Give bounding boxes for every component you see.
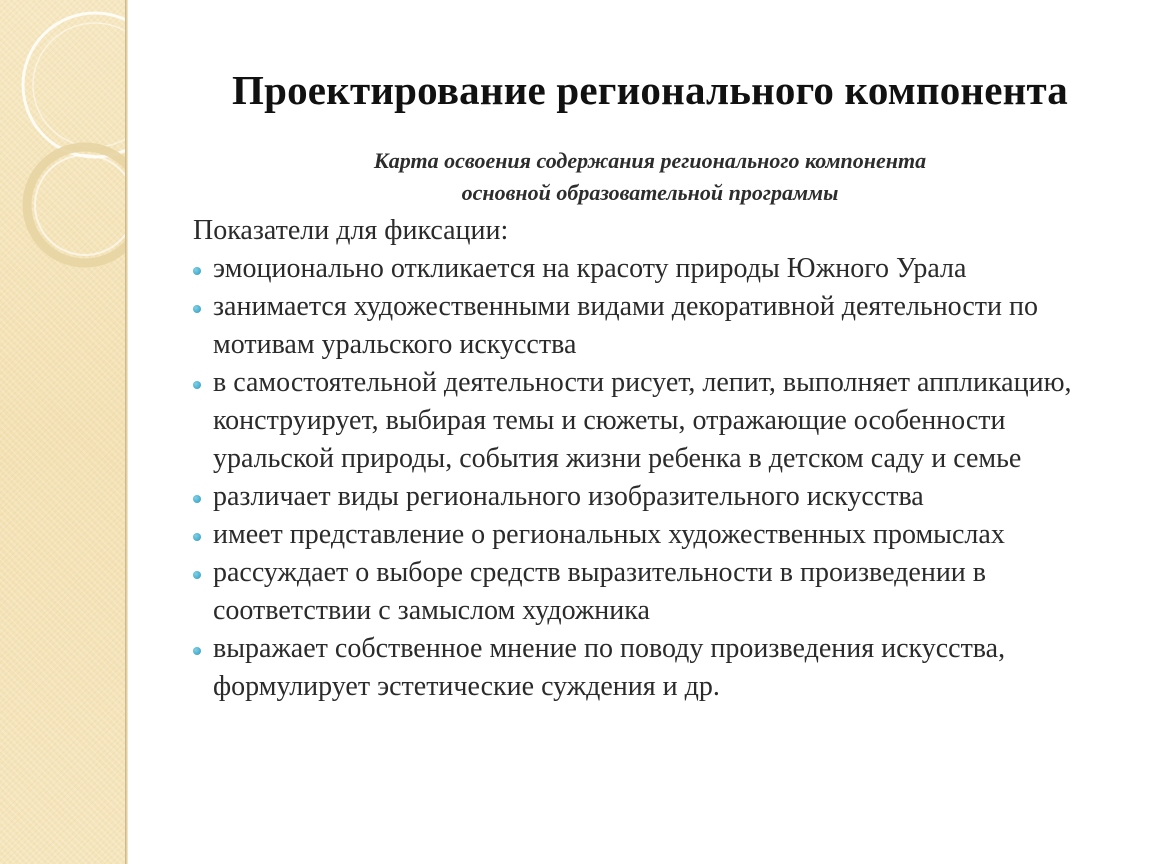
- bullet-dot-icon: [193, 571, 201, 579]
- list-item: [193, 364, 1123, 478]
- list-item-text: занимается художественными видами декоративной деятельности по мотивам уральского искусства: [213, 291, 1039, 360]
- bullet-dot-icon: [193, 533, 201, 541]
- list-item-text: выражает собственное мнение по поводу произведения искусства, формулирует эстетические суждения и др.: [213, 633, 1006, 702]
- list-item: [193, 554, 1123, 630]
- indicator-list: [193, 250, 1123, 706]
- slide-title: Проектирование регионального компонента: [231, 67, 1068, 113]
- list-item: [193, 516, 1123, 554]
- list-item: [193, 478, 1123, 516]
- list-item: [193, 250, 1123, 288]
- bullet-dot-icon: [193, 495, 201, 503]
- list-item-text: эмоционально откликается на красоту природы Южного Урала: [213, 253, 967, 284]
- list-item-text: рассуждает о выборе средств выразительности в произведении в соответствии с замыслом художника: [213, 557, 987, 626]
- decorative-circles-icon: [0, 0, 128, 864]
- bullet-dot-icon: [193, 267, 201, 275]
- list-item-text: в самостоятельной деятельности рисует, лепит, выполняет аппликацию, конструирует, выбирая темы и сюжеты, отражающие особенности уральской природы, события жизни ребенка в детском саду и семье: [213, 367, 1072, 474]
- list-item: [193, 288, 1123, 364]
- bullet-dot-icon: [193, 305, 201, 313]
- bullet-dot-icon: [193, 381, 201, 389]
- lead-text: Показатели для фиксации:: [193, 215, 509, 246]
- decorative-side-panel: [0, 0, 128, 864]
- bullet-dot-icon: [193, 647, 201, 655]
- slide-subtitle: [150, 145, 1150, 209]
- subtitle-line-2: основной образовательной программы: [461, 180, 839, 205]
- list-item: [193, 630, 1123, 706]
- side-panel-edge: [125, 0, 128, 864]
- list-item-text: имеет представление о региональных художественных промыслах: [213, 519, 1005, 550]
- list-item-text: различает виды регионального изобразительного искусства: [213, 481, 924, 512]
- slide-content: [193, 212, 1123, 706]
- subtitle-line-1: Карта освоения содержания регионального компонента: [373, 148, 927, 173]
